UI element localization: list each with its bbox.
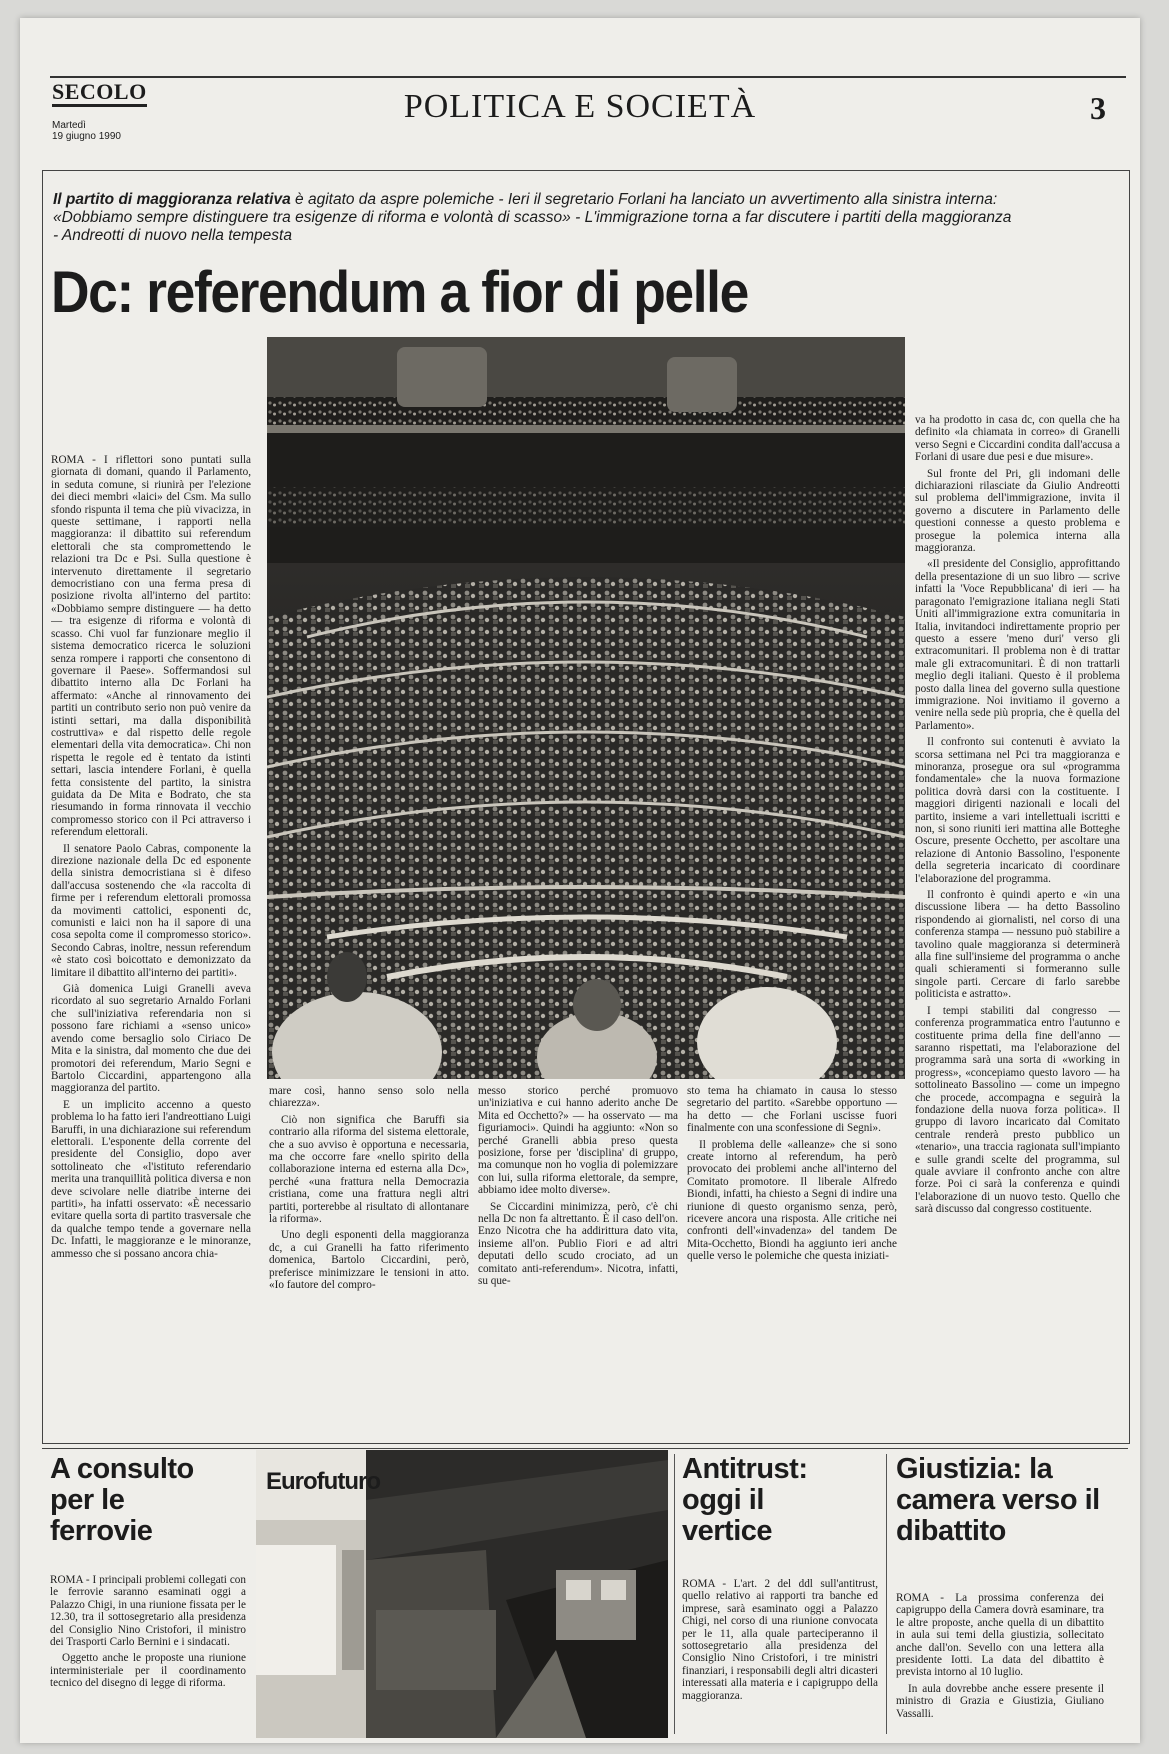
col5-paragraph-1: va ha prodotto in casa dc, con quella che ha definito «la chiamata in correo» di Granelli verso Segni e Ciccardini condita dall'accusa a Forlani di usare due pesi e due misure». [915, 414, 1120, 464]
col1-paragraph-2: Il senatore Paolo Cabras, componente la direzione nazionale della Dc ed esponente della sinistra democristiana si è difeso dall'accusa sostenendo che «la raccolta di firme per i referendum elettorali promossa da movimenti cattolici, esponenti dc, comunisti e laici non ha il sapore di una cosa sepolta come il compromesso storico». Secondo Cabras, inoltre, nessun referendum «è stato così boicottato e demonizzato da limitare il dibattito all'interno dei partiti». [51, 842, 251, 979]
ferrovie-paragraph-2: Oggetto anche le proposte una riunione interministeriale per il coordinamento tecnico del disegno di legge di riforma. [50, 1652, 246, 1690]
article-column-3 [478, 1085, 678, 1439]
lead-article [42, 170, 1130, 1444]
ferrovie-text [50, 1574, 246, 1738]
col5-paragraph-4: Il confronto sui contenuti è avviato la scorsa settimana nel Pci tra maggioranza e minoranza, prosegue ora sul «programma fondamentale» che la nuova formazione politica dovrà darsi con la costituente. I maggiori dirigenti nazionali e locali del partito, insieme a vari intellettuali iscritti e non, si sono riuniti ieri mattina alle Botteghe Oscure, presente Occhetto, per ascoltare una relazione di Antonio Bassolino, l'esponente della segreteria incaricato di coordinare l'elaborazione del programma. [915, 736, 1120, 885]
article-kicker [53, 191, 1013, 245]
masthead-date [52, 120, 121, 142]
col4-paragraph-1: sto tema ha chiamato in causa lo stesso segretario del partito. «Sarebbe opportuno — ha detto — che Forlani uscisse fuori finalmente con una sconfessione di Segni». [687, 1085, 897, 1135]
article-column-4 [687, 1085, 897, 1439]
masthead-logo: SECOLO [52, 80, 147, 107]
bottom-rule [42, 1448, 1128, 1449]
giustizia-headline: Giustizia: la camera verso il dibattito [896, 1453, 1100, 1547]
antitrust-text [682, 1578, 878, 1738]
col5-paragraph-3: «Il presidente del Consiglio, approfittando della presentazione di un suo libro — scrive infatti la 'Voce Repubblicana' di ieri — ha paragonato l'emigrazione italiana negli Stati Uniti all'immigrazione extra comunitaria in Italia, invitandoci indirettamente proprio per questo a essere 'meno duri' verso gli extracomunitari. Il problema non è di trattar male gli extracomunitari. È di non trattarli meglio degli italiani. Questo è il problema posto dalla linea del governo sulla questione immigrazione. Noi invitiamo il governo a venire nella sede più propria, che è quella del Parlamento». [915, 558, 1120, 732]
col1-paragraph-4: E un implicito accenno a questo problema lo ha fatto ieri l'andreottiano Luigi Baruffi, in una dichiarazione sui referendum elettorali. L'esponente della corrente del presidente del Consiglio, dopo aver sottolineato che «l'istituto referendario merita una tranquillità politica diversa e non deve scivolare nelle diatribe interne dei partiti», ha infatti osservato: «È necessario evitare quella sorta di partito trasversale che da qualche tempo tende a governare nella Dc. Infatti, le maggioranze e le minoranze, ammesso che si possano ancora chia- [51, 1098, 251, 1260]
col2-paragraph-1: mare così, hanno senso solo nella chiarezza». [269, 1085, 469, 1110]
article-column-2 [269, 1085, 469, 1439]
col5-paragraph-5: Il confronto è quindi aperto e «in una discussione libera — ha detto Bassolino rispondendo ai giornalisti, nel corso di una conferenza stampa — nessuno può stabilire a tavolino quale maggioranza si determinerà alla fine sull'insieme del programma o anche quali schieramenti si formeranno sulle singole parti. Cercare di farlo sarebbe politicista e astratto». [915, 889, 1120, 1001]
station-sign: Eurofuturo [266, 1468, 380, 1495]
giustizia-paragraph-1: ROMA - La prossima conferenza dei capigruppo della Camera dovrà esaminare, tra le altre proposte, anche quella di un dibattito in aula sui temi della giustizia, sollecitato anche dall'on. Sevello con una lettera alla presidente Iotti. La data del dibattito è prevista intorno al 10 luglio. [896, 1592, 1104, 1679]
col1-paragraph-3: Già domenica Luigi Granelli aveva ricordato al suo segretario Arnaldo Forlani che sull'iniziativa referendaria non si possono fare richiami a «senso unico» avendo come bersaglio solo Ciriaco De Mita e la sinistra, dal momento che due dei promotori dei referendum, Mario Segni e Bartolo Ciccardini, appartengono alla maggioranza del partito. [51, 983, 251, 1095]
kicker-bold: Il partito di maggioranza relativa [53, 191, 291, 208]
col5-paragraph-6: I tempi stabiliti dal congresso — conferenza programmatica entro l'autunno e costituente prima della fine dell'anno — saranno rispettati, ma l'elaborazione del programma sarà una sorta di «working in progress», «concepiamo questo lavoro — ha sottolineato Bassolino — come un impegno che procede, accompagna e seguirà la fondazione della nuova forza politica». Il gruppo di lavoro incaricato dal Comitato centrale renderà presto pubblico un «tenario», una traccia ragionata sull'impianto e sulle grandi scelte del programma, sul quale avviare il confronto anche con altre forze. Poi ci sarà la conferenza e quindi l'elaborazione di un nuovo testo. Quello che sarà discusso dal congresso costituente. [915, 1004, 1120, 1216]
article-column-5 [915, 414, 1120, 1439]
antitrust-paragraph-1: ROMA - L'art. 2 del ddl sull'antitrust, quello relativo ai rapporti tra banche ed imprese, sarà esaminato oggi a Palazzo Chigi, nel corso di una riunione convocata per le 11, alla quale parteciperanno il sottosegretario alla presidenza del Consiglio Nino Cristofori, i tre ministri finanziari, i responsabili degli altri dicasteri interessati alla materia e i capigruppo della maggioranza. [682, 1578, 878, 1702]
giustizia-paragraph-2: In aula dovrebbe anche essere presente il ministro di Grazia e Giustizia, Giuliano Vassalli. [896, 1682, 1104, 1720]
col1-paragraph-1: ROMA - I riflettori sono puntati sulla giornata di domani, quando il Parlamento, in seduta comune, si riunirà per l'elezione dei dieci membri «laici» del Csm. Ma sullo sfondo rispunta il tema che più vivacizza, in queste settimane, i rapporti nella maggioranza: il dibattito sui referendum elettorali che sta compromettendo le relazioni tra Dc e Psi. Sulla questione è intervenuto direttamente il segretario democristiano con una ferma presa di posizione rivolta all'interno del partito: «Dobbiamo sempre distinguere — ha detto — tra esigenze di riforma e volontà di scasso. Chi vuol far funzionare meglio il sistema democratico ricerca le soluzioni senza rompere i rapporti che consentono di governare il Paese». Soffermandosi sul dibattito interno alla Dc Forlani ha affermato: «Anche al rinnovamento dei partiti un contributo serio non può venire da istinti settari, ma dalla disponibilità costruttiva» e dal rispetto delle regole elementari della vita democratica». Chi non rispetta le regole ed è tentato da istinti settari, lascia intendere Forlani, è quella fetta consistente del partito, la sinistra guidata da De Mita e Bodrato, che sta riesumando in forma rinnovata il vecchio compromesso storico con il Pci attraverso i referendum elettorali. [51, 454, 251, 839]
col4-paragraph-2: Il problema delle «alleanze» che si sono create intorno al referendum, ha però provocato dei problemi anche all'interno del Comitato promotore. Il liberale Alfredo Biondi, infatti, ha chiesto a Segni di indire una riunione di questo organismo senza, però, ricevere ancora una risposta. Alle critiche nei confronti dell'«invadenza» del tandem De Mita-Occhetto, Biondi ha aggiunto ieri anche quelle verso le polemiche che questa iniziati- [687, 1138, 897, 1263]
col3-paragraph-2: Se Ciccardini minimizza, però, c'è chi nella Dc non fa altrettanto. È il caso dell'on. Enzo Nicotra che ha addirittura dato vita, insieme all'on. Publio Fiori e ad altri deputati dello scudo crociato, ad un comitato anti-referendum». Nicotra, infatti, su que- [478, 1200, 678, 1288]
masthead-weekday: Martedì [52, 120, 86, 131]
parliament-photo-art [267, 337, 905, 1079]
giustizia-text [896, 1592, 1104, 1738]
masthead-day: 19 giugno 1990 [52, 131, 121, 142]
col2-paragraph-2: Ciò non significa che Baruffi sia contrario alla riforma del sistema elettorale, che a suo avviso è opportuna e necessaria, ma che occorre fare «nello spirito della collaborazione interna ed esterna alla Dc», perché «una frattura nella Democrazia cristiana, come una frattura negli altri partiti, porterebbe al risultato di allontanare la riforma». [269, 1113, 469, 1226]
newspaper-page [20, 18, 1140, 1743]
column-rule-1 [674, 1454, 675, 1734]
ferrovie-paragraph-1: ROMA - I principali problemi collegati con le ferrovie saranno esaminati oggi a Palazzo Chigi, in una riunione fissata per le 12.30, tra il sottosegretario alla presidenza del Consiglio Nino Cristofori, il ministro dei Trasporti Carlo Bernini e i sindacati. [50, 1574, 246, 1649]
article-column-1 [51, 454, 251, 1439]
station-photo [256, 1450, 668, 1738]
col2-paragraph-3: Uno degli esponenti della maggioranza dc, a cui Granelli ha fatto riferimento domenica, Bartolo Ciccardini, però, preferisce minimizzare le tensioni in atto. «Io fautore del compro- [269, 1229, 469, 1292]
col3-paragraph-1: messo storico perché promuovo un'iniziativa e cui hanno aderito anche De Mita ed Occhetto?» — ha osservato — ma figuriamoci». Quindi ha aggiunto: «Non so perché Granelli abbia preso questa posizione, forse per 'disciplina' di gruppo, ma comunque non ho voglia di polemizzare con lui, sulla riforma elettorale, da sempre, abbiamo idee molto diverse». [478, 1085, 678, 1197]
ferrovie-headline: A consulto per le ferrovie [50, 1453, 194, 1547]
masthead-rule [50, 76, 1126, 78]
page-number: 3 [1090, 90, 1106, 126]
antitrust-headline: Antitrust: oggi il vertice [682, 1453, 808, 1547]
article-headline: Dc: referendum a fior di pelle [51, 260, 748, 325]
column-rule-2 [886, 1454, 887, 1734]
parliament-photo [267, 337, 905, 1079]
kicker-rest: è agitato da aspre polemiche - Ieri il segretario Forlani ha lanciato un avvertimento alla sinistra interna: «Dobbiamo sempre distinguere tra esigenze di riforma e volontà di scasso» - L'immigrazione torna a far discutere i partiti della maggioranza - Andreotti di nuovo nella tempesta [53, 191, 1012, 244]
section-title: POLITICA E SOCIETÀ [403, 88, 757, 125]
col5-paragraph-2: Sul fronte del Pri, gli indomani delle dichiarazioni rilasciate da Giulio Andreotti sul problema dell'immigrazione, invita il governo a discutere in Parlamento delle questioni connesse a questo problema e prosegue la polemica interna alla maggioranza. [915, 467, 1120, 555]
